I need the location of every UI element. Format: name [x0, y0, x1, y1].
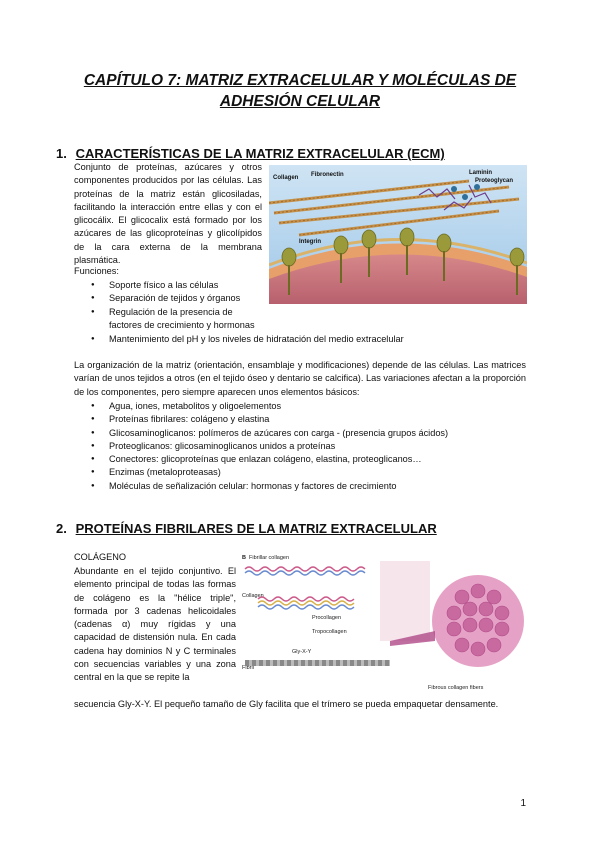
page-number: 1 — [520, 798, 526, 809]
functions-label: Funciones: — [74, 266, 119, 276]
label-integrin: Integrin — [299, 239, 321, 245]
label-laminin: Laminin — [469, 170, 493, 176]
section-1-paragraph-2: La organización de la matriz (orientación, ensamblaje y modificaciones) depende de las células. Las matrices varían de unos tejidos a otros (en el tejido óseo y dentario se calcifica). Las variaciones afectan a la proporción de los componentes, pero siempre aparecen unos elementos básicos: — [74, 360, 526, 397]
section-2-heading — [56, 521, 437, 536]
label-panel: B — [242, 555, 246, 561]
ecm-diagram — [269, 165, 527, 304]
list-item: ● Soporte físico a las células — [91, 279, 267, 292]
collagen-description-continued: secuencia Gly-X-Y. El pequeño tamaño de Gly facilita que el trímero se pueda empaquetar densamente. — [74, 699, 499, 709]
section-1-title: CARACTERÍSTICAS DE LA MATRIZ EXTRACELULAR (ECM) — [75, 146, 445, 161]
chapter-title — [60, 70, 540, 112]
collagen-subheading: COLÁGENO — [74, 552, 127, 562]
list-item: ● Conectores: glicoproteínas que enlazan colágeno, elastina, proteoglicanos… — [91, 453, 526, 466]
list-item: ● Agua, iones, metabolitos y oligoelementos — [91, 400, 526, 413]
label-panel-title: Fibrillar collagen — [249, 555, 290, 561]
section-1-heading — [56, 146, 445, 161]
collagen-description: Abundante en el tejido conjuntivo. El elemento principal de todas las formas de colágeno es la "hélice triple", formada por 3 cadenas helicoidales (cadenas α) muy rígidas y una capacidad de distensión nula. En cada cadena hay dominios N y C terminales con secuencias variables y una zona central en la que se repite la — [74, 566, 236, 683]
collagen-illustration — [240, 551, 526, 693]
list-item: ● Proteínas fibrilares: colágeno y elastina — [91, 413, 526, 426]
list-item: ● Enzimas (metaloproteasas) — [91, 466, 526, 479]
label-fibril: Fibril — [242, 665, 254, 671]
label-collagen: Collagen — [273, 175, 299, 181]
label-collagen-chain: Collagen — [242, 593, 264, 599]
label-tropocollagen: Tropocollagen — [312, 629, 347, 635]
section-2-number: 2. — [56, 521, 67, 536]
label-procollagen: Procollagen — [312, 615, 342, 621]
basic-elements-list — [91, 400, 526, 493]
collagen-diagram — [240, 551, 526, 693]
section-1-number: 1. — [56, 146, 67, 161]
functions-list — [91, 279, 267, 332]
list-item: ● Regulación de la presencia de factores de crecimiento y hormonas — [91, 306, 267, 333]
label-fibers: Fibrous collagen fibers — [428, 685, 484, 691]
list-item: ● Proteoglicanos: glicosaminoglicanos unidos a proteínas — [91, 440, 526, 453]
label-proteoglycan: Proteoglycan — [475, 178, 514, 184]
list-item: ● Glicosaminoglicanos: polímeros de azúcares con carga - (presencia grupos ácidos) — [91, 427, 526, 440]
section-1-intro: Conjunto de proteínas, azúcares y otros componentes producidos por las células. Las proteínas de la matriz están glicosiladas, facilitando la interacción entre ellas y con el glicocálix. El glicocalix está formado por los azúcares de las glicoproteínas y glicolípidos de la cara externa de la membrana plasmática. — [74, 162, 262, 266]
section-2-title: PROTEÍNAS FIBRILARES DE LA MATRIZ EXTRACELULAR — [75, 521, 437, 536]
label-gly: Gly-X-Y — [292, 649, 312, 655]
label-fibronectin: Fibronectin — [311, 172, 344, 178]
functions-list-continued — [91, 333, 511, 346]
list-item: ● Separación de tejidos y órganos — [91, 292, 267, 305]
ecm-illustration — [269, 165, 527, 304]
chapter-title-line-1: CAPÍTULO 7: MATRIZ EXTRACELULAR Y MOLÉCULAS DE — [83, 72, 517, 89]
list-item: ● Mantenimiento del pH y los niveles de hidratación del medio extracelular — [91, 333, 511, 346]
list-item: ● Moléculas de señalización celular: hormonas y factores de crecimiento — [91, 480, 526, 493]
chapter-title-line-2: ADHESIÓN CELULAR — [219, 93, 381, 110]
